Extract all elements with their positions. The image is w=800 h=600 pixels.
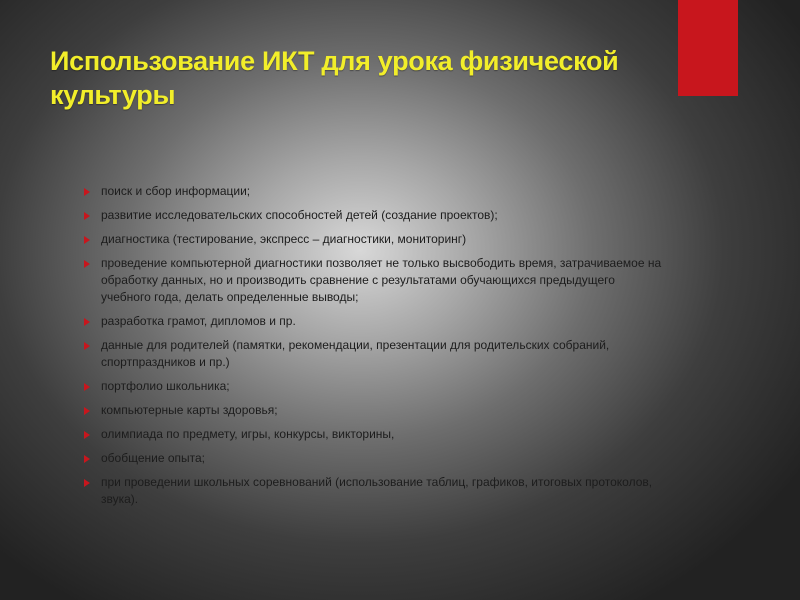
bullet-item xyxy=(84,313,664,330)
arrow-bullet-icon xyxy=(84,383,90,391)
bullet-item xyxy=(84,450,664,467)
bullet-item xyxy=(84,378,664,395)
bullet-text: олимпиада по предмету, игры, конкурсы, викторины, xyxy=(101,427,395,441)
bullet-text: поиск и сбор информации; xyxy=(101,184,251,198)
arrow-bullet-icon xyxy=(84,260,90,268)
arrow-bullet-icon xyxy=(84,212,90,220)
bullet-text: обобщение опыта; xyxy=(101,451,206,465)
bullet-item xyxy=(84,402,664,419)
arrow-bullet-icon xyxy=(84,431,90,439)
bullet-item xyxy=(84,183,664,200)
bullet-item xyxy=(84,474,664,508)
bullet-item xyxy=(84,337,664,371)
bullet-item xyxy=(84,255,664,306)
arrow-bullet-icon xyxy=(84,188,90,196)
bullet-item xyxy=(84,231,664,248)
bullet-text: данные для родителей (памятки, рекомендации, презентации для родительских собраний, спортпраздников и пр.) xyxy=(101,338,610,369)
bullet-text: компьютерные карты здоровья; xyxy=(101,403,278,417)
arrow-bullet-icon xyxy=(84,407,90,415)
bullet-text: портфолио школьника; xyxy=(101,379,230,393)
bullet-item xyxy=(84,207,664,224)
red-accent-bar xyxy=(678,0,738,96)
slide-title: Использование ИКТ для урока физической культуры xyxy=(50,46,619,110)
arrow-bullet-icon xyxy=(84,479,90,487)
arrow-bullet-icon xyxy=(84,455,90,463)
bullet-item xyxy=(84,426,664,443)
bullet-list xyxy=(84,183,664,515)
arrow-bullet-icon xyxy=(84,342,90,350)
arrow-bullet-icon xyxy=(84,318,90,326)
bullet-text: диагностика (тестирование, экспресс – диагностики, мониторинг) xyxy=(101,232,467,246)
bullet-text: разработка грамот, дипломов и пр. xyxy=(101,314,296,328)
bullet-text: развитие исследовательских способностей детей (создание проектов); xyxy=(101,208,498,222)
bullet-text: проведение компьютерной диагностики позволяет не только высвободить время, затрачиваемое на обработку данных, но и производить сравнение с результатами обучающихся предыдущего учебного года, делать определенные выводы; xyxy=(101,256,662,304)
arrow-bullet-icon xyxy=(84,236,90,244)
bullet-text: при проведении школьных соревнований (использование таблиц, графиков, итоговых протоколов, звука). xyxy=(101,475,653,506)
